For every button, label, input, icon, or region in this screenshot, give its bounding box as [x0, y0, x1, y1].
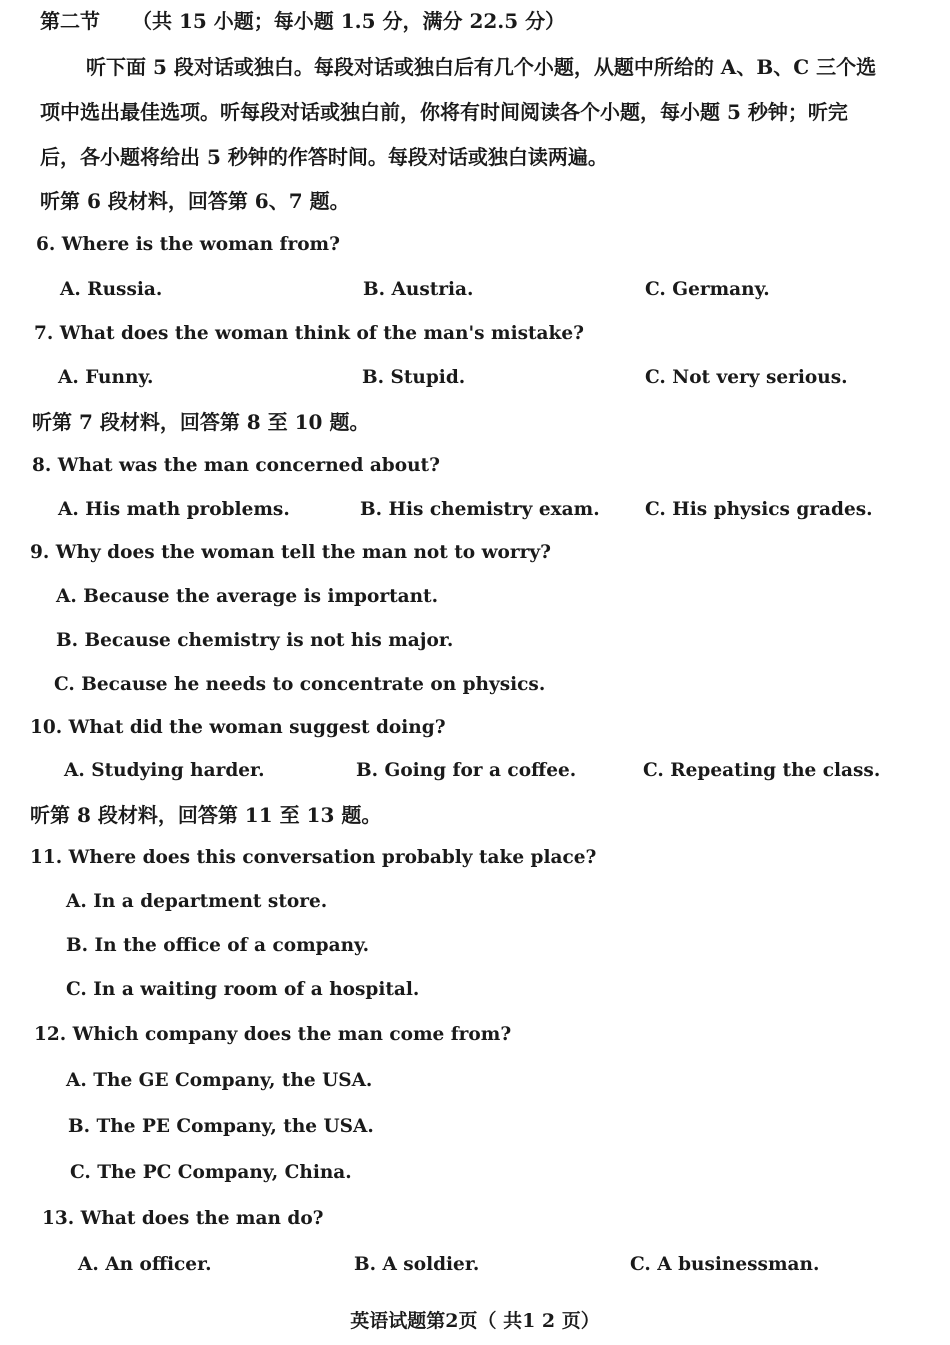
- option-b: B. His chemistry exam.: [360, 499, 600, 520]
- option-a: A. In a department store.: [66, 891, 328, 912]
- option-a: A. Studying harder.: [64, 760, 265, 781]
- question-text: 11. Where does this conversation probably take place?: [30, 847, 597, 868]
- option-b: B. Going for a coffee.: [356, 760, 577, 781]
- question-text: 10. What did the woman suggest doing?: [30, 717, 446, 738]
- option-b: B. A soldier.: [354, 1254, 480, 1275]
- option-c: C. Repeating the class.: [643, 760, 881, 781]
- section-title: 第二节: [40, 9, 100, 33]
- option-c: C. His physics grades.: [645, 499, 873, 520]
- question-text: 12. Which company does the man come from?: [34, 1024, 512, 1045]
- option-b: B. Austria.: [363, 279, 474, 300]
- option-a: A. An officer.: [78, 1254, 212, 1275]
- option-c: C. Not very serious.: [645, 367, 848, 388]
- option-c: C. Germany.: [645, 279, 770, 300]
- question-text: 13. What does the man do?: [42, 1208, 324, 1229]
- option-b: B. Because chemistry is not his major.: [56, 630, 454, 651]
- option-a: A. Funny.: [58, 367, 154, 388]
- section-info: （共 15 小题；每小题 1.5 分，满分 22.5 分）: [132, 9, 566, 33]
- question-text: 8. What was the man concerned about?: [32, 455, 440, 476]
- option-b: B. In the office of a company.: [66, 935, 370, 956]
- option-b: B. Stupid.: [362, 367, 466, 388]
- option-a: A. Russia.: [60, 279, 163, 300]
- option-c: C. A businessman.: [630, 1254, 820, 1275]
- question-text: 6. Where is the woman from?: [36, 234, 340, 255]
- option-c: C. The PC Company, China.: [70, 1162, 352, 1183]
- option-b: B. The PE Company, the USA.: [68, 1116, 374, 1137]
- instructions-line-3: 后，各小题将给出 5 秒钟的作答时间。每段对话或独白读两遍。: [40, 145, 608, 169]
- question-text: 7. What does the woman think of the man's mistake?: [34, 323, 584, 344]
- option-a: A. His math problems.: [58, 499, 290, 520]
- instructions-line-1: 听下面 5 段对话或独白。每段对话或独白后有几个小题，从题中所给的 A、B、C 三个选: [86, 55, 877, 79]
- option-a: A. The GE Company, the USA.: [66, 1070, 373, 1091]
- question-text: 9. Why does the woman tell the man not to worry?: [30, 542, 551, 563]
- option-c: C. In a waiting room of a hospital.: [66, 979, 420, 1000]
- instructions-line-2: 项中选出最佳选项。听每段对话或独白前，你将有时间阅读各个小题，每小题 5 秒钟；听完: [40, 100, 848, 124]
- page-footer: 英语试题第2页（ 共1 2 页）: [350, 1310, 600, 1332]
- group-heading-8: 听第 8 段材料，回答第 11 至 13 题。: [30, 803, 382, 827]
- option-a: A. Because the average is important.: [56, 586, 439, 607]
- group-heading-6: 听第 6 段材料，回答第 6、7 题。: [40, 189, 350, 213]
- group-heading-7: 听第 7 段材料，回答第 8 至 10 题。: [32, 410, 370, 434]
- option-c: C. Because he needs to concentrate on physics.: [54, 674, 546, 695]
